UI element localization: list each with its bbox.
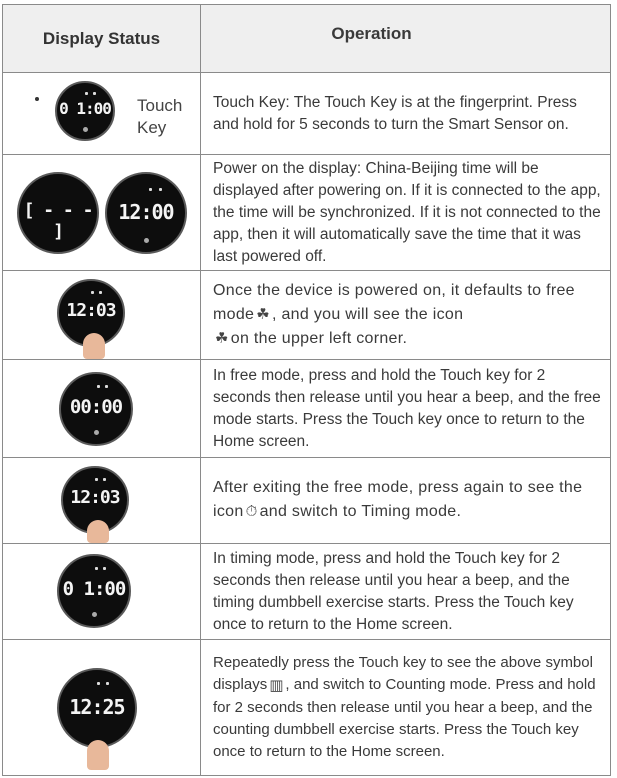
row-text: In free mode, press and hold the Touch key for 2 seconds then release until you hear a beep, and the free mode starts. Press the Touch key once to return to the Home screen. [213, 366, 601, 450]
finger-icon [87, 520, 109, 543]
table-row [3, 73, 610, 155]
device-display-time: 12:00 [105, 172, 187, 254]
touch-key-label: Touch Key [137, 96, 183, 137]
row-text: Touch Key: The Touch Key is at the fingerprint. Press and hold for 5 seconds to turn the Smart Sensor on. [213, 93, 577, 133]
table-row [3, 271, 610, 360]
timer-icon: ⏱ [245, 503, 258, 521]
table-row [3, 360, 610, 458]
row-text: Once the device is powered on, it defaults to free mode ☘ , and you will see the icon ☘ on the upper left corner. [213, 279, 602, 351]
table-row [3, 544, 610, 640]
table-header [3, 5, 610, 73]
finger-icon [87, 740, 109, 770]
header-display-status: Display Status [3, 5, 201, 72]
header-operation: Operation [331, 24, 412, 43]
free-mode-icon: ☘ [215, 330, 229, 347]
instruction-table [2, 4, 611, 776]
table-row [3, 155, 610, 271]
row-text: After exiting the free mode, press again to see the icon ⏱ and switch to Timing mode. [213, 476, 602, 524]
device-display: 12:03 [61, 466, 129, 534]
device-display: 12:25 [57, 668, 137, 748]
row-text: Power on the display: China-Beijing time will be displayed after powering on. If it is connected to the app, the time will be synchronized. If it is not connected to the app, then it will automatically save the time that it was last powered off. [213, 159, 601, 265]
free-mode-icon: ☘ [256, 305, 270, 323]
bullet-dot [35, 97, 39, 101]
finger-icon [83, 333, 105, 359]
device-display: 0 1:00 [57, 554, 131, 628]
row-text: Repeatedly press the Touch key to see the above symbol displays ▥ , and switch to Counting mode. Press and hold for 2 seconds then release until you hear a beep, and the counting dumbbell exercise starts. Press the Touch key once to return to the Home screen. [213, 654, 596, 760]
device-display-initial: [ - - - ] [17, 172, 99, 254]
counting-icon: ▥ [269, 676, 284, 694]
device-display: 0 1:00 [55, 81, 115, 141]
table-row [3, 458, 610, 544]
row-text: In timing mode, press and hold the Touch key for 2 seconds then release until you hear a beep, and the timing dumbbell exercise starts. Press the Touch key once to return to the Home screen. [213, 549, 574, 633]
device-display: 12:03 [57, 279, 125, 347]
device-display: 00:00 [59, 372, 133, 446]
table-row [3, 640, 610, 775]
